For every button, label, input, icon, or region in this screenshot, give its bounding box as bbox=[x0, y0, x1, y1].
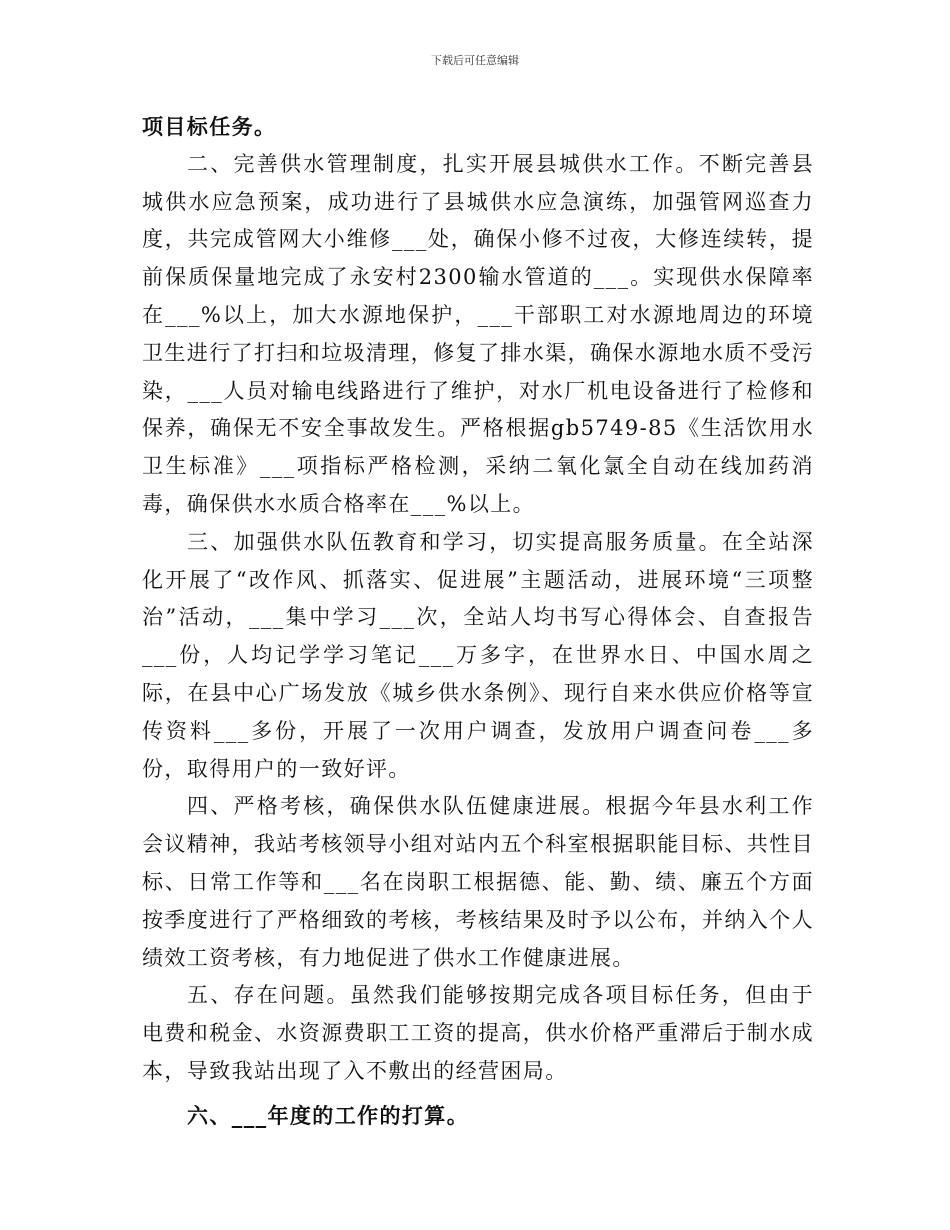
paragraph-section-2: 二、完善供水管理制度，扎实开展县城供水工作。不断完善县城供水应急预案，成功进行了县城供水应急演练，加强管网巡查力度，共完成管网大小维修___处，确保小修不过夜，大修连续转，提前保质保量地完成了永安村2300输水管道的___。实现供水保障率在___%以上，加大水源地保护，___干部职工对水源地周边的环境卫生进行了打扫和垃圾清理，修复了排水渠，确保水源地水质不受污染，___人员对输电线路进行了维护，对水厂机电设备进行了检修和保养，确保无不安全事故发生。严格根据gb5749-85《生活饮用水卫生标准》___项指标严格检测，采纳二氧化氯全自动在线加药消毒，确保供水水质合格率在___%以上。 bbox=[142, 151, 814, 516]
paragraph-section-4: 四、严格考核，确保供水队伍健康进展。根据今年县水利工作会议精神，我站考核领导小组对站内五个科室根据职能目标、共性目标、日常工作等和___名在岗职工根据德、能、勤、绩、廉五个方面按季度进行了严格细致的考核，考核结果及时予以公布，并纳入个人绩效工资考核，有力地促进了供水工作健康进展。 bbox=[142, 794, 814, 970]
paragraph-continuation: 项目标任务。 bbox=[142, 114, 277, 139]
paragraph-section-5: 五、存在问题。虽然我们能够按期完成各项目标任务，但由于电费和税金、水资源费职工工资的提高，供水价格严重滞后于制水成本，导致我站出现了入不敷出的经营困局。 bbox=[142, 983, 814, 1083]
page-header: 下载后可任意编辑 bbox=[431, 54, 519, 67]
section-6-heading: 六、___年度的工作的打算。 bbox=[187, 1102, 470, 1128]
document-body bbox=[142, 108, 814, 1135]
paragraph-section-3: 三、加强供水队伍教育和学习，切实提高服务质量。在全站深化开展了“改作风、抓落实、促进展”主题活动，进展环境“三项整治”活动，___集中学习___次，全站人均书写心得体会、自查报告___份，人均记学学习笔记___万多字，在世界水日、中国水周之际，在县中心广场发放《城乡供水条例》、现行自来水供应价格等宣传资料___多份，开展了一次用户调查，发放用户调查问卷___多份，取得用户的一致好评。 bbox=[142, 529, 814, 781]
